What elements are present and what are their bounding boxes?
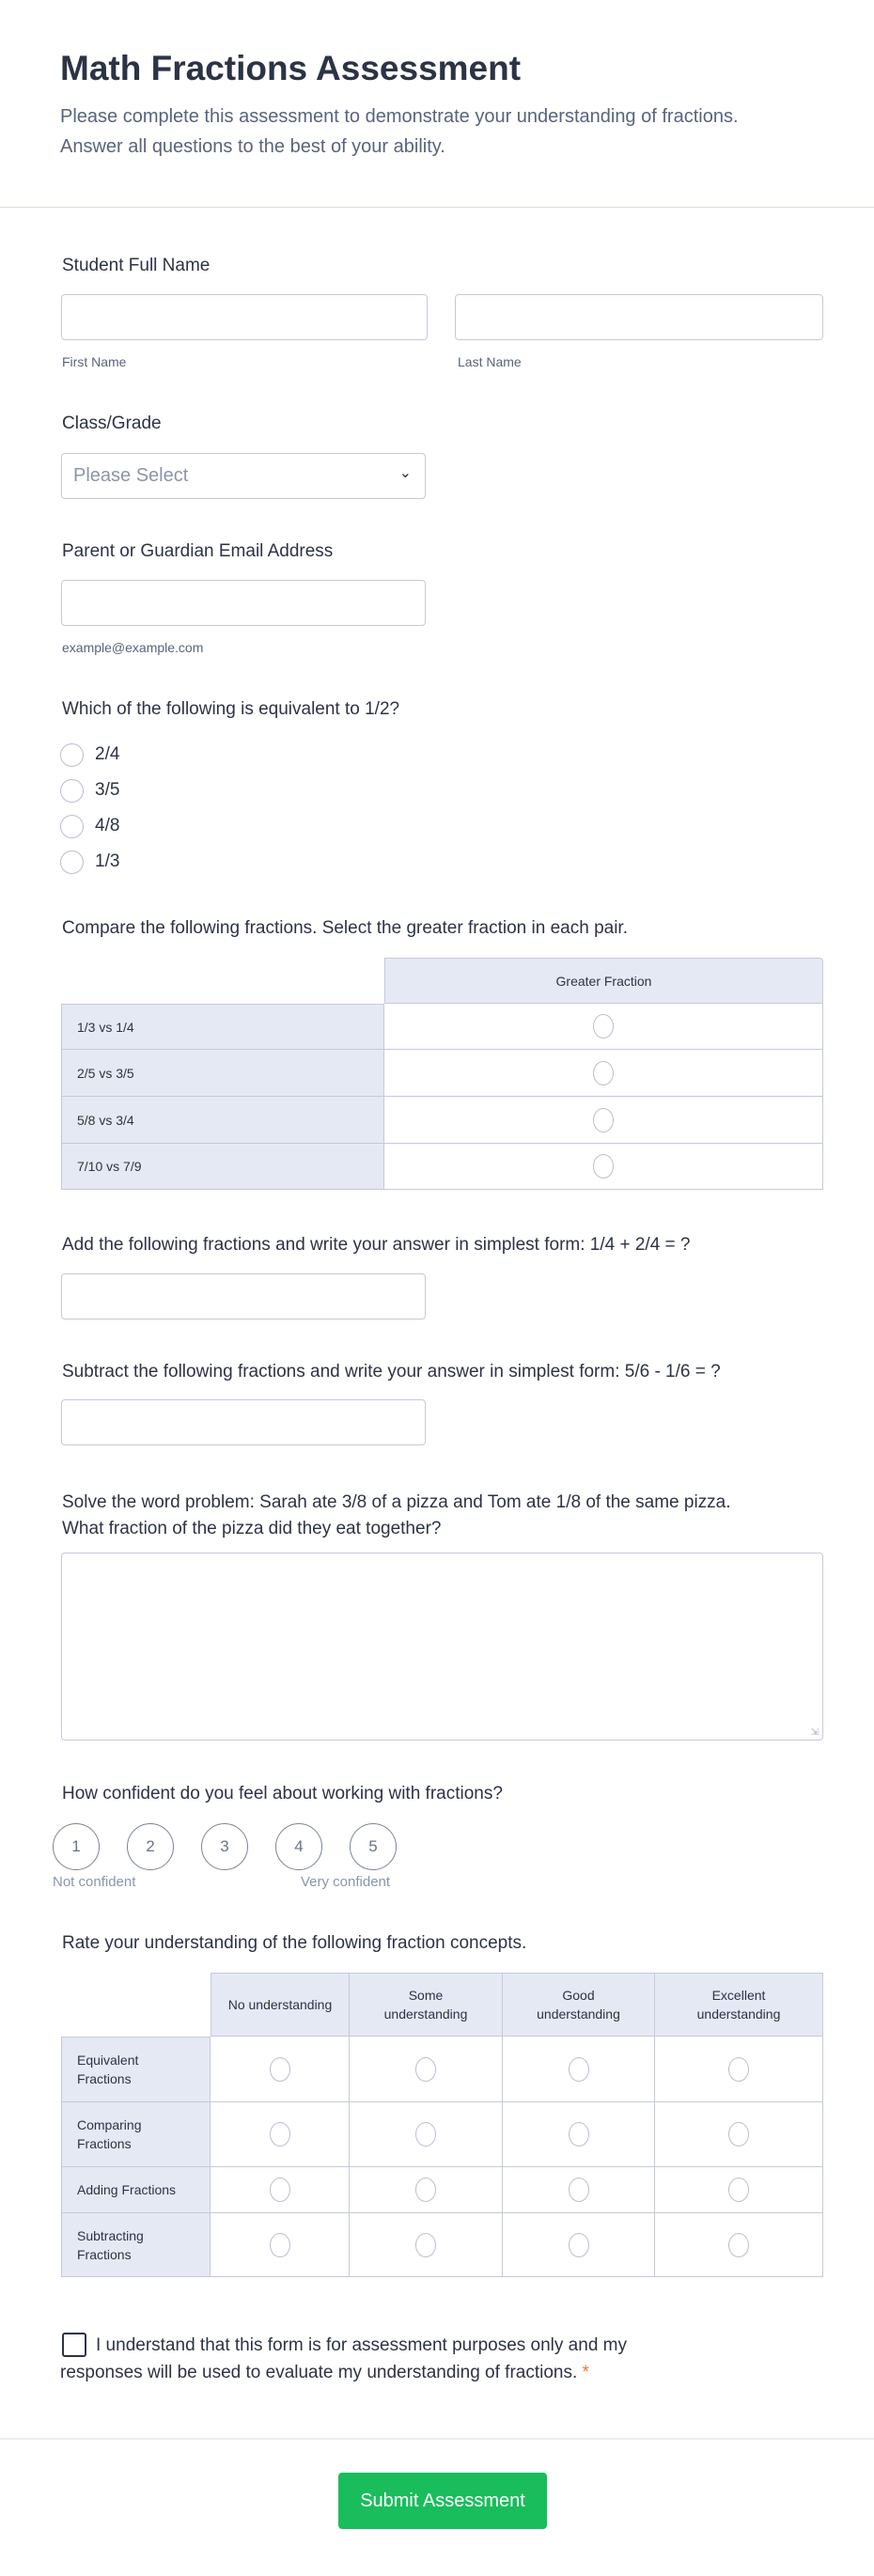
radio-button[interactable] [593, 1154, 614, 1179]
radio-button[interactable] [728, 2233, 749, 2257]
header-divider [0, 207, 874, 208]
radio-button[interactable] [728, 2178, 749, 2202]
radio-button[interactable] [60, 779, 84, 803]
matrix-cell[interactable] [655, 2037, 823, 2102]
row-header: 2/5 vs 3/5 [61, 1050, 384, 1097]
radio-button[interactable] [415, 2122, 436, 2147]
radio-button[interactable] [60, 851, 84, 874]
agreement-line: I understand that this form is for assessment purposes only and my [96, 2335, 627, 2355]
matrix-cell[interactable] [350, 2167, 503, 2213]
radio-button[interactable] [270, 2122, 290, 2147]
word-problem-label [62, 1490, 731, 1542]
add-question-label: Add the following fractions and write your answer in simplest form: 1/4 + 2/4 = ? [62, 1235, 691, 1255]
matrix-cell[interactable] [350, 2102, 503, 2167]
radio-button[interactable] [728, 2057, 749, 2082]
matrix-cell[interactable] [211, 2102, 350, 2167]
radio-button[interactable] [593, 1108, 614, 1132]
option-label: 1/3 [95, 851, 120, 871]
last-name-sublabel: Last Name [458, 354, 522, 369]
matrix-cell[interactable] [503, 2037, 655, 2102]
matrix-cell[interactable] [384, 1144, 823, 1190]
radio-option[interactable] [60, 808, 119, 844]
row-header: Adding Fractions [61, 2167, 211, 2213]
scale-option-1[interactable]: 1 [53, 1823, 100, 1870]
radio-button[interactable] [415, 2178, 436, 2202]
radio-button[interactable] [415, 2057, 436, 2082]
scale-option-4[interactable]: 4 [275, 1823, 322, 1870]
matrix-cell[interactable] [384, 1050, 823, 1097]
scale-option-5[interactable]: 5 [350, 1823, 397, 1870]
scale-high-label: Very confident [301, 1874, 391, 1890]
grade-placeholder: Please Select [73, 465, 189, 486]
matrix-cell[interactable] [503, 2213, 655, 2277]
radio-button[interactable] [60, 743, 84, 767]
row-header: 5/8 vs 3/4 [61, 1097, 384, 1144]
matrix-cell[interactable] [655, 2167, 823, 2213]
chevron-down-icon: ⌄ [398, 465, 412, 481]
matrix-cell[interactable] [655, 2213, 823, 2277]
email-label: Parent or Guardian Email Address [62, 541, 334, 561]
option-label: 4/8 [95, 816, 120, 835]
matrix-cell[interactable] [350, 2213, 503, 2277]
description-line: Answer all questions to the best of your ability. [60, 136, 445, 157]
radio-button[interactable] [270, 2057, 290, 2082]
row-header: Comparing Fractions [61, 2102, 211, 2167]
scale-low-label: Not confident [53, 1874, 136, 1890]
subtract-question-label: Subtract the following fractions and write your answer in simplest form: 5/6 - 1/6 = ? [62, 1362, 721, 1382]
matrix-cell[interactable] [655, 2102, 823, 2167]
name-label: Student Full Name [62, 256, 211, 275]
row-header: 7/10 vs 7/9 [61, 1144, 384, 1190]
first-name-input[interactable] [61, 294, 428, 340]
radio-button[interactable] [270, 2178, 290, 2202]
footer-divider [0, 2438, 874, 2440]
radio-button[interactable] [569, 2122, 589, 2147]
radio-option[interactable] [60, 773, 119, 808]
required-asterisk: * [582, 2363, 589, 2382]
subtract-answer-input[interactable] [61, 1399, 426, 1445]
rating-matrix [61, 1973, 823, 2277]
radio-button[interactable] [60, 815, 84, 838]
option-label: 2/4 [95, 744, 120, 764]
radio-button[interactable] [415, 2233, 436, 2257]
confidence-question-label: How confident do you feel about working with fractions? [62, 1784, 503, 1803]
matrix-cell[interactable] [211, 2213, 350, 2277]
matrix-cell[interactable] [350, 2037, 503, 2102]
matrix-cell[interactable] [503, 2102, 655, 2167]
scale-option-2[interactable]: 2 [127, 1823, 174, 1870]
matrix-cell[interactable] [211, 2167, 350, 2213]
row-header: Subtracting Fractions [61, 2213, 211, 2277]
radio-option[interactable] [60, 844, 119, 880]
agreement-label[interactable] [60, 2332, 812, 2386]
matrix-corner [61, 958, 384, 1004]
scale-option-3[interactable]: 3 [201, 1823, 248, 1870]
radio-button[interactable] [569, 2178, 589, 2202]
first-name-sublabel: First Name [62, 354, 127, 369]
label-line: What fraction of the pizza did they eat together? [62, 1519, 442, 1538]
grade-select[interactable] [61, 453, 426, 499]
row-header: Equivalent Fractions [61, 2037, 211, 2102]
row-header: 1/3 vs 1/4 [61, 1004, 384, 1050]
column-header: Greater Fraction [384, 958, 823, 1004]
email-sublabel: example@example.com [62, 640, 204, 655]
radio-button[interactable] [569, 2057, 589, 2082]
word-problem-textarea[interactable] [61, 1553, 823, 1741]
rate-question-label: Rate your understanding of the following fraction concepts. [62, 1933, 527, 1953]
column-header: No understanding [211, 1973, 350, 2037]
radio-option[interactable] [60, 737, 119, 773]
radio-button[interactable] [593, 1014, 614, 1038]
column-header: Excellent understanding [655, 1973, 823, 2037]
description-line: Please complete this assessment to demonstrate your understanding of fractions. [60, 106, 739, 127]
last-name-input[interactable] [455, 294, 823, 340]
agreement-line: responses will be used to evaluate my understanding of fractions. [60, 2363, 578, 2382]
radio-button[interactable] [728, 2122, 749, 2147]
matrix-cell[interactable] [211, 2037, 350, 2102]
submit-button[interactable]: Submit Assessment [338, 2473, 547, 2529]
equivalent-question-label: Which of the following is equivalent to 1/2? [62, 699, 400, 719]
radio-button[interactable] [270, 2233, 290, 2257]
page-title: Math Fractions Assessment [60, 49, 522, 87]
radio-button[interactable] [593, 1061, 614, 1085]
compare-question-label: Compare the following fractions. Select the greater fraction in each pair. [62, 918, 628, 938]
resize-handle-icon[interactable]: ⇲ [810, 1727, 819, 1738]
matrix-cell[interactable] [384, 1097, 823, 1144]
matrix-corner [61, 1973, 211, 2037]
equivalent-options [60, 737, 119, 880]
option-label: 3/5 [95, 780, 120, 800]
label-line: Solve the word problem: Sarah ate 3/8 of a pizza and Tom ate 1/8 of the same pizza. [62, 1492, 731, 1512]
matrix-cell[interactable] [384, 1004, 823, 1050]
compare-matrix [61, 958, 823, 1190]
matrix-cell[interactable] [503, 2167, 655, 2213]
grade-label: Class/Grade [62, 414, 162, 433]
column-header: Good understanding [503, 1973, 655, 2037]
add-answer-input[interactable] [61, 1273, 426, 1319]
page-description [60, 101, 850, 162]
radio-button[interactable] [569, 2233, 589, 2257]
column-header: Some understanding [350, 1973, 503, 2037]
email-input[interactable] [61, 580, 426, 626]
